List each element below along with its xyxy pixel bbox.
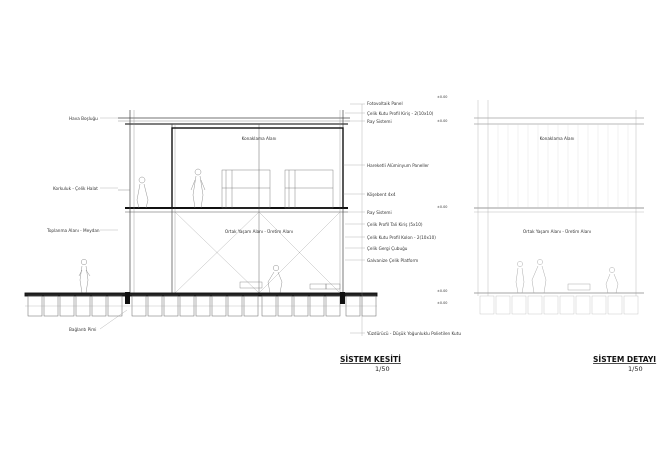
label-steel-beam: Çelik Kutu Profil Kiriş - 2(10x10) xyxy=(367,111,434,116)
label-gathering: Toplanma Alanı - Meydan xyxy=(47,228,100,233)
platform-deck xyxy=(25,293,377,296)
detail-scale: 1/50 xyxy=(628,365,643,373)
room-accommodation: Konaklama Alanı xyxy=(241,136,277,141)
bunk-bed-1 xyxy=(222,170,270,208)
detail-figure-1 xyxy=(516,261,524,293)
room-common: Ortak Yaşam Alanı - Üretim Alanı xyxy=(224,229,294,234)
label-rail-bottom: Ray Sistemi xyxy=(367,210,392,215)
label-railing: Korkuluk - Çelik Halat xyxy=(53,186,98,191)
detail-room-common: Ortak Yaşam Alanı - Üretim Alanı xyxy=(522,229,592,234)
tension-rods xyxy=(175,212,340,293)
label-steel-beam-2: Çelik Profil Tali Kiriş (5x10) xyxy=(367,222,423,227)
detail-figure-3 xyxy=(606,267,618,293)
label-steel-column: Çelik Kutu Profil Kolon - 2(10x10) xyxy=(367,235,436,240)
label-rail-top: Ray Sistemi xyxy=(367,119,392,124)
label-corner-iron: Köşebent 4x4 xyxy=(367,192,396,197)
detail-floats xyxy=(480,296,638,314)
label-air-gap: Hava Boşluğu xyxy=(69,116,98,121)
section-scale: 1/50 xyxy=(375,365,390,373)
label-tension-rod: Çelik Gergi Çubuğu xyxy=(367,246,408,251)
level-mark-3: ±0.00 xyxy=(437,205,448,209)
detail-room-accommodation: Konaklama Alanı xyxy=(539,136,575,141)
label-float: Yüzdürücü - Düşük Yoğunluklu Polietilen Kutu xyxy=(367,331,461,336)
bunk-bed-2 xyxy=(285,170,333,208)
leader-lines-left xyxy=(100,118,127,329)
main-section xyxy=(25,104,377,336)
label-connection-pin: Bağlantı Pimi xyxy=(69,327,97,332)
level-mark-2: ±0.00 xyxy=(437,119,448,123)
level-mark-4: ±0.00 xyxy=(437,289,448,293)
label-platform: Galvanize Çelik Platform xyxy=(367,258,419,263)
detail-title: SİSTEM DETAYI xyxy=(593,355,657,364)
label-pv-panel: Fotovoltaik Panel xyxy=(367,101,403,106)
section-title: SİSTEM KESİTİ xyxy=(340,355,401,364)
leader-lines-right xyxy=(343,104,365,336)
workbench xyxy=(240,282,340,289)
label-aluminium-panels: Hareketli Alüminyum Paneller xyxy=(367,163,429,168)
level-mark-5: ±0.00 xyxy=(437,301,448,305)
detail-figure-2 xyxy=(532,259,546,293)
human-figure-railing xyxy=(137,177,148,208)
human-figure-common xyxy=(268,265,282,293)
human-figure-upper xyxy=(191,169,205,208)
level-mark-1: ±0.00 xyxy=(437,95,448,99)
detail-drawing xyxy=(474,100,644,314)
human-figure-gathering xyxy=(79,259,90,293)
